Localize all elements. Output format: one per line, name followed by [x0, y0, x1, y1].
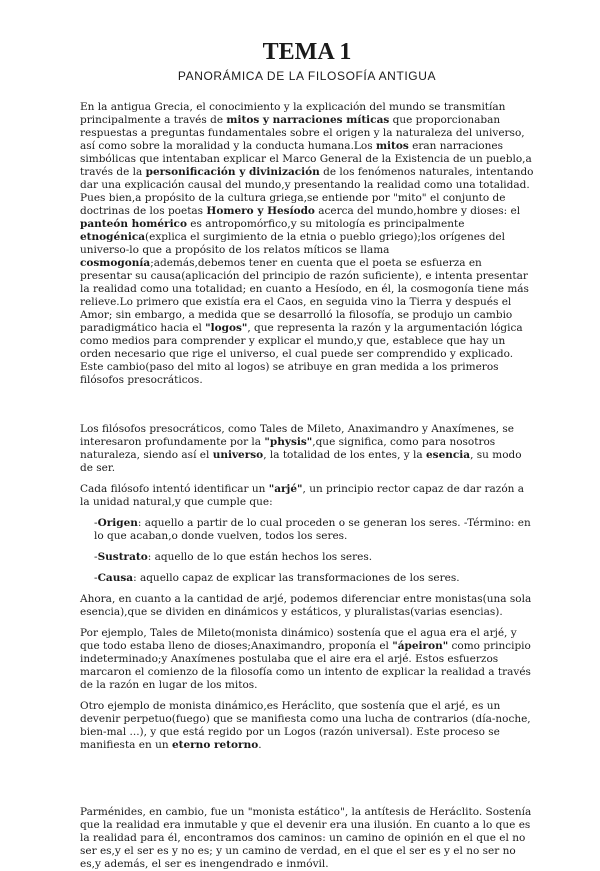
cambio-paragraph: Este cambio(paso del mito al logos) se atribuye en gran medida a los primeros filósofos presocráticos. — [80, 361, 499, 386]
presocraticos-paragraph: Los filósofos presocráticos, como Tales de Mileto, Anaximandro y Anaxímenes, se interesaron profundamente por la "physis",que significa, como para nosotros naturaleza, siendo así el universo, la totalidad de los entes, y la esencia, su modo de ser. — [80, 423, 522, 474]
mito-paragraph: Pues bien,a propósito de la cultura griega,se entiende por "mito" el conjunto de doctrinas de los poetas Homero y Hesíodo acerca del mundo,hombre y dioses: el panteón homérico es antropomórfico,y su mitología es principalmente etnogénica(explica el surgimiento de la etnia o pueblo griego);los orígenes del universo-lo que a propósito de los relatos míticos se llama cosmogonía;además,debemos tener en cuenta que el poeta se esfuerza en presentar su causa(aplicación del principio de razón suficiente), e intenta presentar la realidad como una totalidad; en cuanto a Hesíodo, en él, la cosmogonía tiene más relieve.Lo primero que existía era el Caos, en seguida vino la Tierra y después el Amor; sin embargo, a medida que se desarrolló la filosofía, se produjo un cambio paradigmático hacia el "logos", que representa la razón y la argumentación lógica como medios para comprender y explicar el mundo,y que, establece que hay un orden necesario que rige el universo, el cual puede ser comprendido y explicado. — [80, 192, 529, 360]
heraclito-paragraph: Otro ejemplo de monista dinámico,es Heráclito, que sostenía que el arjé, es un devenir perpetuo(fuego) que se manifiesta como una lucha de contrarios (día-noche, bien-mal ...), y que está regido por un Logos (razón universal). Este proceso se manifiesta en un eterno retorno. — [80, 700, 531, 751]
parmenides-paragraph: Parménides, en cambio, fue un "monista estático", la antítesis de Heráclito. Sostenía que la realidad era inmutable y que el devenir era una ilusión. En cuanto a lo que es la realidad para él, encontramos dos caminos: un camino de opinión en el que el no ser es,y el ser es y no es; y un camino de verdad, en el que el ser es y el no ser no es,y además, el ser es inengendrado e inmóvil. — [80, 806, 532, 870]
monistas-paragraph: Ahora, en cuanto a la cantidad de arjé, podemos diferenciar entre monistas(una sola esencia),que se dividen en dinámicos y estáticos, y pluralistas(varias esencias). — [80, 593, 532, 618]
arje-paragraph: Cada filósofo intentó identificar un "arjé", un principio rector capaz de dar razón a la unidad natural,y que cumple que: — [80, 483, 524, 508]
page-subtitle: PANORÁMICA DE LA FILOSOFÍA ANTIGUA — [177, 69, 437, 83]
causa-item: -Causa: aquello capaz de explicar las transformaciones de los seres. — [94, 572, 460, 584]
origen-item: -Origen: aquello a partir de lo cual proceden o se generan los seres. -Término: en lo que acaban,o donde vuelven, todos los seres. — [94, 517, 531, 542]
intro-paragraph: En la antigua Grecia, el conocimiento y la explicación del mundo se transmitían principalmente a través de mitos y narraciones míticas que proporcionaban respuestas a preguntas fundamentales sobre el origen y la naturaleza del universo, así como sobre la moralidad y la conducta humana.Los mitos eran narraciones simbólicas que intentaban explicar el Marco General de la Existencia de un pueblo,a través de la personificación y divinización de los fenómenos naturales, intentando dar una explicación causal del mundo,y presentando la realidad como una totalidad. — [80, 101, 534, 191]
tales-paragraph: Por ejemplo, Tales de Mileto(monista dinámico) sostenía que el agua era el arjé, y que todo estaba lleno de dioses;Anaximandro, proponía el "ápeiron" como principio indeterminado;y Anaxímenes postulaba que el aire era el arjé. Estos esfuerzos marcaron el comienzo de la filosofía como un intento de explicar la realidad a través de la razón en lugar de los mitos. — [80, 627, 531, 691]
page-title: TEMA 1 — [262, 39, 352, 65]
sustrato-item: -Sustrato: aquello de lo que están hechos los seres. — [94, 551, 373, 563]
